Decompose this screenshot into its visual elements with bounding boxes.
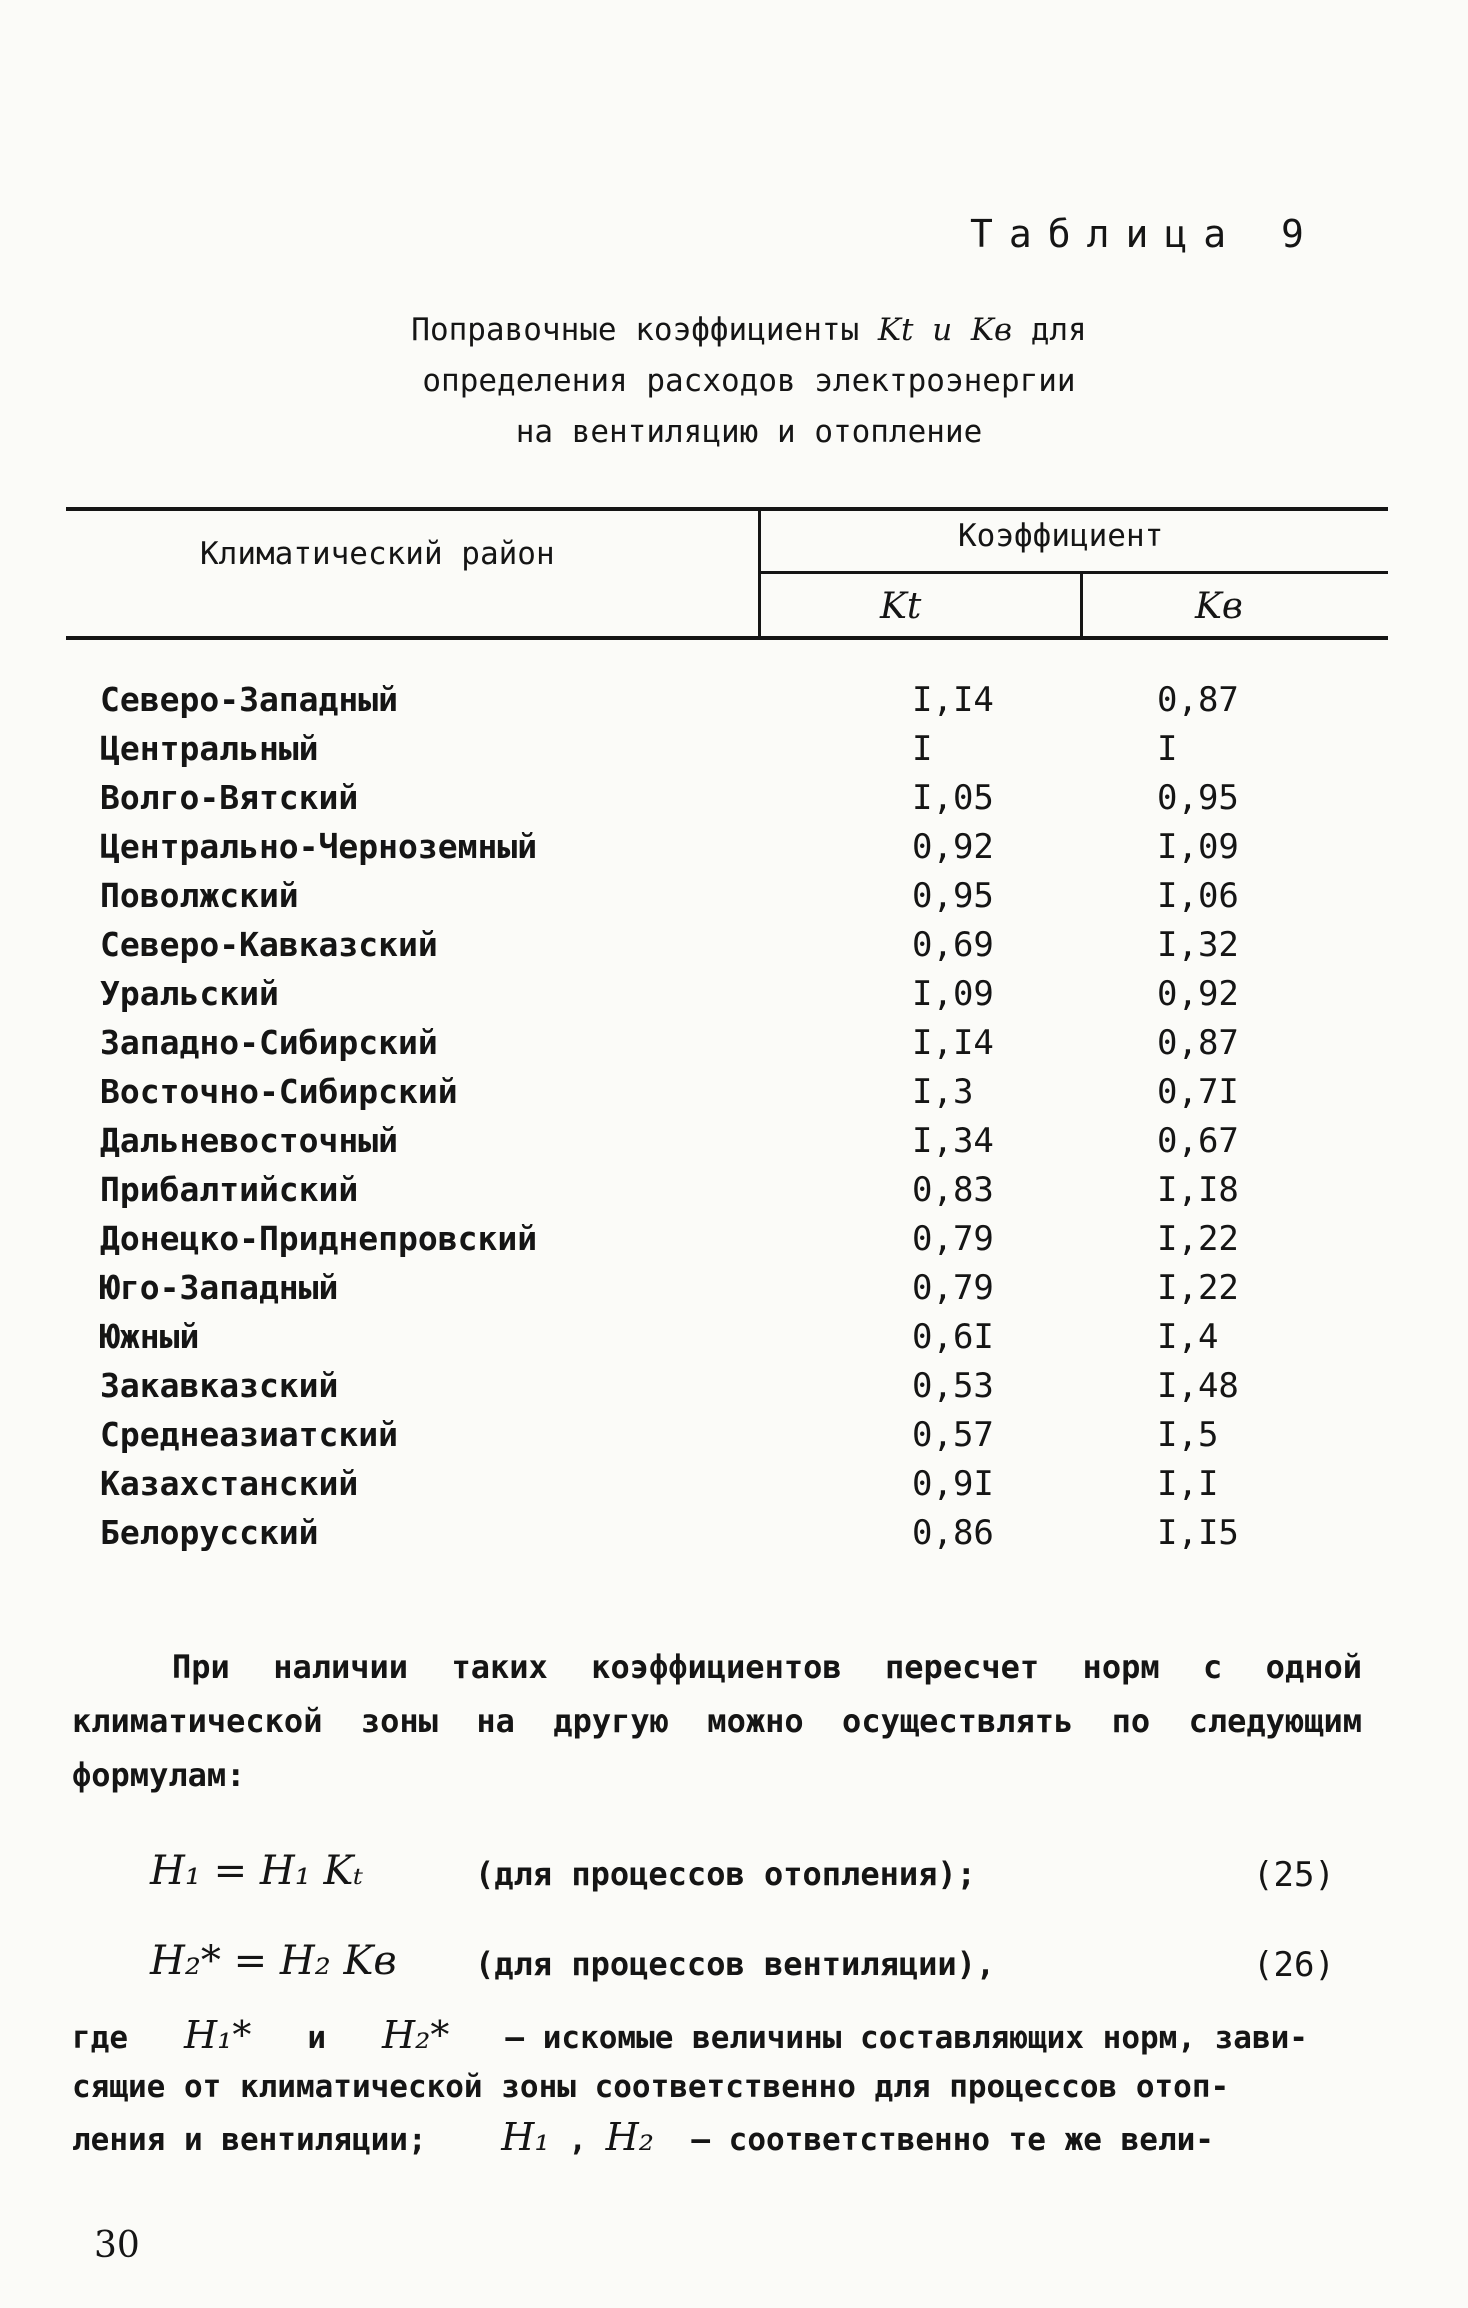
formula-25-description: (для процессов отопления);	[475, 1855, 976, 1893]
where-text-3b: – соответственно те же вели-	[691, 2122, 1214, 2158]
where-text-3a: ления и вентиляции;	[72, 2122, 427, 2158]
coefficient-underline	[760, 571, 1388, 574]
region-name: Уральский	[100, 974, 279, 1013]
region-name: Дальневосточный	[100, 1121, 399, 1160]
kb-value: 0,67	[1157, 1121, 1239, 1161]
kt-value: 0,83	[912, 1170, 994, 1210]
kt-value: I,34	[912, 1121, 994, 1161]
caption-kt-symbol: Kt	[877, 312, 914, 348]
kt-value: I,09	[912, 974, 994, 1014]
formula-26-description: (для процессов вентиляции),	[475, 1945, 996, 1983]
kt-value: 0,69	[912, 925, 994, 965]
table-header-bottom-rule	[66, 636, 1388, 640]
kb-value: I,32	[1157, 925, 1239, 965]
kb-value: I	[1157, 729, 1178, 769]
kt-value: I	[912, 729, 933, 769]
region-name: Закавказский	[100, 1366, 339, 1405]
where-line-2: сящие от климатической зоны соответственно для процессов отоп-	[72, 2069, 1230, 2105]
body-paragraph	[72, 1640, 1362, 1802]
formula-26: H₂* = H₂ Kв	[150, 1938, 397, 1984]
kt-value: 0,86	[912, 1513, 994, 1553]
symbol-h2: H₂	[605, 2115, 655, 2159]
kt-kb-divider	[1080, 573, 1083, 639]
kb-value: I,I	[1157, 1464, 1219, 1504]
region-name: Центрально-Черноземный	[100, 827, 538, 866]
kb-value: I,22	[1157, 1219, 1239, 1259]
symbol-h2-star: H₂*	[382, 2013, 450, 2057]
word-and: и	[307, 2020, 327, 2056]
symbol-h1: H₁	[501, 2115, 550, 2159]
kt-value: 0,79	[912, 1219, 994, 1259]
region-name: Южный	[100, 1317, 200, 1356]
word-where: где	[72, 2020, 128, 2056]
kb-value: 0,87	[1157, 680, 1239, 720]
region-name: Юго-Западный	[100, 1268, 339, 1307]
table-caption-line-2: определения расходов электроэнергии	[422, 363, 1076, 399]
caption-text-end: для	[1030, 312, 1087, 348]
formula-25: H₁ = H₁ Kₜ	[150, 1848, 364, 1894]
kb-value: I,I5	[1157, 1513, 1239, 1553]
paragraph-text: При наличии таких коэффициентов пересчет норм с одной климатической зоны на другую можно осуществлять по следующим формулам:	[72, 1648, 1362, 1794]
kt-value: I,I4	[912, 1023, 994, 1063]
kt-value: 0,95	[912, 876, 994, 916]
kt-value: I,I4	[912, 680, 994, 720]
kt-value: I,3	[912, 1072, 974, 1112]
comma: ,	[568, 2122, 587, 2158]
region-name: Центральный	[100, 729, 319, 768]
region-name: Северо-Западный	[100, 680, 399, 719]
region-name: Донецко-Приднепровский	[100, 1219, 538, 1258]
caption-and: и	[932, 312, 953, 348]
kt-value: 0,6I	[912, 1317, 994, 1357]
where-line-3	[72, 2112, 1372, 2165]
region-name: Западно-Сибирский	[100, 1023, 438, 1062]
formula-25-number: (25)	[1253, 1855, 1335, 1895]
kb-value: I,4	[1157, 1317, 1219, 1357]
kb-value: I,I8	[1157, 1170, 1239, 1210]
region-name: Волго-Вятский	[100, 778, 359, 817]
kb-value: 0,95	[1157, 778, 1239, 818]
region-name: Восточно-Сибирский	[100, 1072, 458, 1111]
kt-value: 0,79	[912, 1268, 994, 1308]
kb-value: I,06	[1157, 876, 1239, 916]
header-kt: Kt	[880, 586, 922, 627]
table-caption-line-3: на вентиляцию и отопление	[515, 414, 983, 450]
caption-text: Поправочные коэффициенты	[411, 312, 860, 348]
kb-value: 0,87	[1157, 1023, 1239, 1063]
kb-value: I,5	[1157, 1415, 1219, 1455]
symbol-h1-star: H₁*	[184, 2013, 252, 2057]
kb-value: 0,7I	[1157, 1072, 1239, 1112]
kb-value: 0,92	[1157, 974, 1239, 1014]
kb-value: I,22	[1157, 1268, 1239, 1308]
region-name: Среднеазиатский	[100, 1415, 399, 1454]
kt-value: I,05	[912, 778, 994, 818]
page-number: 30	[94, 2225, 140, 2266]
region-name: Казахстанский	[100, 1464, 359, 1503]
kt-value: 0,57	[912, 1415, 994, 1455]
formula-26-number: (26)	[1253, 1945, 1335, 1985]
kb-value: I,48	[1157, 1366, 1239, 1406]
header-coefficient: Коэффициент	[958, 518, 1164, 554]
region-name: Поволжский	[100, 876, 299, 915]
table-top-rule	[66, 507, 1388, 511]
table-caption-line-1	[0, 312, 1468, 348]
kt-value: 0,92	[912, 827, 994, 867]
region-name: Белорусский	[100, 1513, 319, 1552]
header-region: Климатический район	[200, 536, 555, 572]
header-kb: Kв	[1195, 586, 1243, 627]
table-label: Таблица 9	[970, 212, 1320, 256]
where-text-1: – искомые величины составляющих норм, зави-	[505, 2020, 1308, 2056]
region-name: Северо-Кавказский	[100, 925, 438, 964]
kt-value: 0,53	[912, 1366, 994, 1406]
region-name: Прибалтийский	[100, 1170, 359, 1209]
where-line-1	[72, 2010, 1372, 2063]
kt-value: 0,9I	[912, 1464, 994, 1504]
caption-kb-symbol: Kв	[970, 312, 1013, 348]
kb-value: I,09	[1157, 827, 1239, 867]
